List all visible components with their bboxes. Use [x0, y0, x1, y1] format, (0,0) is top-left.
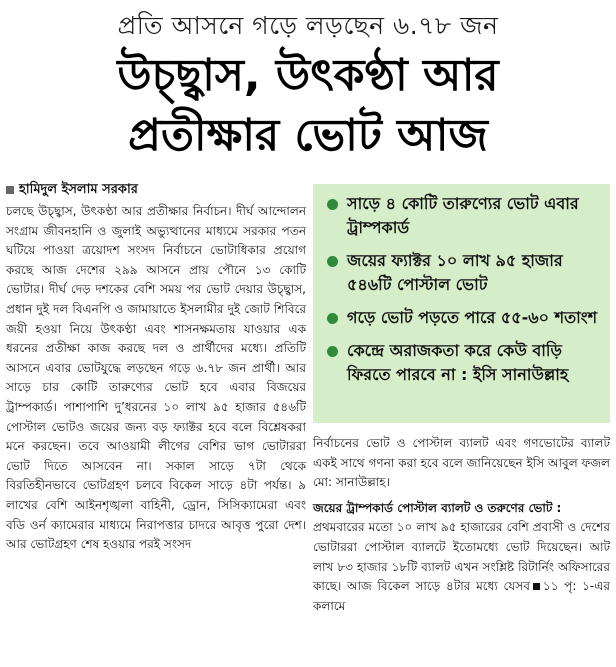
highlights-box — [313, 184, 610, 423]
highlight-text: জয়ের ফ্যাক্টর ১০ লাখ ৯৫ হাজার ৫৪৬টি পোস্টাল ভোট — [347, 251, 563, 294]
highlight-text: কেন্দ্রে অরাজকতা করে কেউ বাড়ি ফিরতে পারবে না : ইসি সানাউল্লাহ — [347, 341, 569, 384]
highlight-text: গড়ে ভোট পড়তে পারে ৫৫-৬০ শতাংশ — [347, 308, 598, 327]
green-bullet-icon — [327, 256, 338, 267]
main-headline — [0, 46, 616, 166]
article-body-left-column: চলছে উচ্ছ্বাস, উৎকণ্ঠা আর প্রতীক্ষার নির্বাচন। দীর্ঘ আন্দোলন সংগ্রাম জীবনহানি ও জুলাই অভ্যুত্থানের মাধ্যমে সরকার পতন ঘটিয়ে পাওয়া ত্রয়োদশ সংসদ নির্বাচনে ভোটাধিকার প্রয়োগ করছে আজ দেশের ২৯৯ আসনে প্রায় পৌনে ১৩ কোটি ভোটার। দীর্ঘ দেড় দশকের বেশি সময় পর ভোট দেয়ার উচ্ছ্বাস, প্রধান দুই দল বিএনপি ও জামায়াতে ইসলামীর দুই জোট শিবিরে জয়ী হওয়া নিয়ে উৎকণ্ঠা এবং শাসনক্ষমতায় যাওয়ার এক ধরনের প্রতীক্ষা কাজ করছে দল ও প্রার্থীদের মধ্যে। প্রতিটি আসনে এবার ভোটযুদ্ধে লড়ছেন গড়ে ৬.৭৮ জন প্রার্থী। আর সাড়ে চার কোটি তারুণ্যের ভোট হবে এবার বিজয়ের ট্রাম্পকার্ড। পাশাপাশি দু’ধরনের ১০ লাখ ৯৫ হাজার ৫৪৬টি পোস্টাল ভোটও জয়ের জন্য বড় ফ্যাক্টর হবে বলে বিশ্লেষকরা মনে করছেন। তবে আওয়ামী লীগের বেশির ভাগ ভোটাররা ভোট দিতে আসবেন না। সকাল সাড়ে ৭টা থেকে বিরতিহীনভাবে ভোটগ্রহণ চলবে বিকেল সাড়ে ৪টা পর্যন্ত। ৯ লাখের বেশি আইনশৃঙ্খলা বাহিনী, ড্রোন, সিসিক্যামেরা এবং বডি ওর্ন ক্যামেরার মাধ্যমে নিরাপত্তার চাদরে আবৃত্ত পুরো দেশ। আর ভোটগ্রহণ শেষ হওয়ার পরই সংসদ — [6, 204, 306, 552]
highlight-item — [327, 339, 600, 387]
highlight-item — [327, 306, 600, 330]
continuation-square-icon — [533, 583, 540, 590]
byline-square-icon — [6, 186, 14, 194]
byline-author: হামিদুল ইসলাম সরকার — [19, 182, 138, 197]
article-body-right-column — [313, 434, 610, 616]
continuation-note: ১১ পৃ: ১-এর কলামে — [313, 579, 610, 613]
paragraph — [313, 518, 610, 616]
highlight-item — [327, 192, 600, 240]
headline-line-1: উচ্ছ্বাস, উৎকণ্ঠা আর — [117, 50, 499, 101]
paragraph-text: প্রথমবারের মতো ১০ লাখ ৯৫ হাজারের বেশি প্রবাসী ও দেশের ভোটাররা পোস্টাল ব্যালটে ইতোমধ্যে ভোট দিয়েছেন। আট লাখ ৮৩ হাজার ১৮টি ব্যালট এখন সংশ্লিষ্ট রিটার্নিং অফিসারের কাছে। আজ বিকেল সাড়ে ৪টার মধ্যে যেসব — [313, 520, 610, 594]
green-bullet-icon — [327, 199, 338, 210]
highlight-item — [327, 249, 600, 297]
green-bullet-icon — [327, 313, 338, 324]
paragraph: নির্বাচনের ভোট ও পোস্টাল ব্যালট এবং গণভোটের ব্যালট একই সাথে গণনা করা হবে বলে জানিয়েছেন ইসি আবুল ফজল মো: সানাউল্লাহ। — [313, 436, 610, 490]
byline — [6, 180, 306, 201]
headline-line-2: প্রতীক্ষার ভোট আজ — [128, 110, 488, 161]
green-bullet-icon — [327, 346, 338, 357]
section-subhead: জয়ের ট্রাম্পকার্ড পোস্টাল ব্যালট ও তরুণের ভোট : — [313, 500, 562, 515]
kicker-headline: প্রতি আসনে গড়ে লড়ছেন ৬.৭৮ জন — [117, 11, 499, 40]
highlight-text: সাড়ে ৪ কোটি তারুণ্যের ভোট এবার ট্রাম্পকার্ড — [347, 194, 579, 237]
